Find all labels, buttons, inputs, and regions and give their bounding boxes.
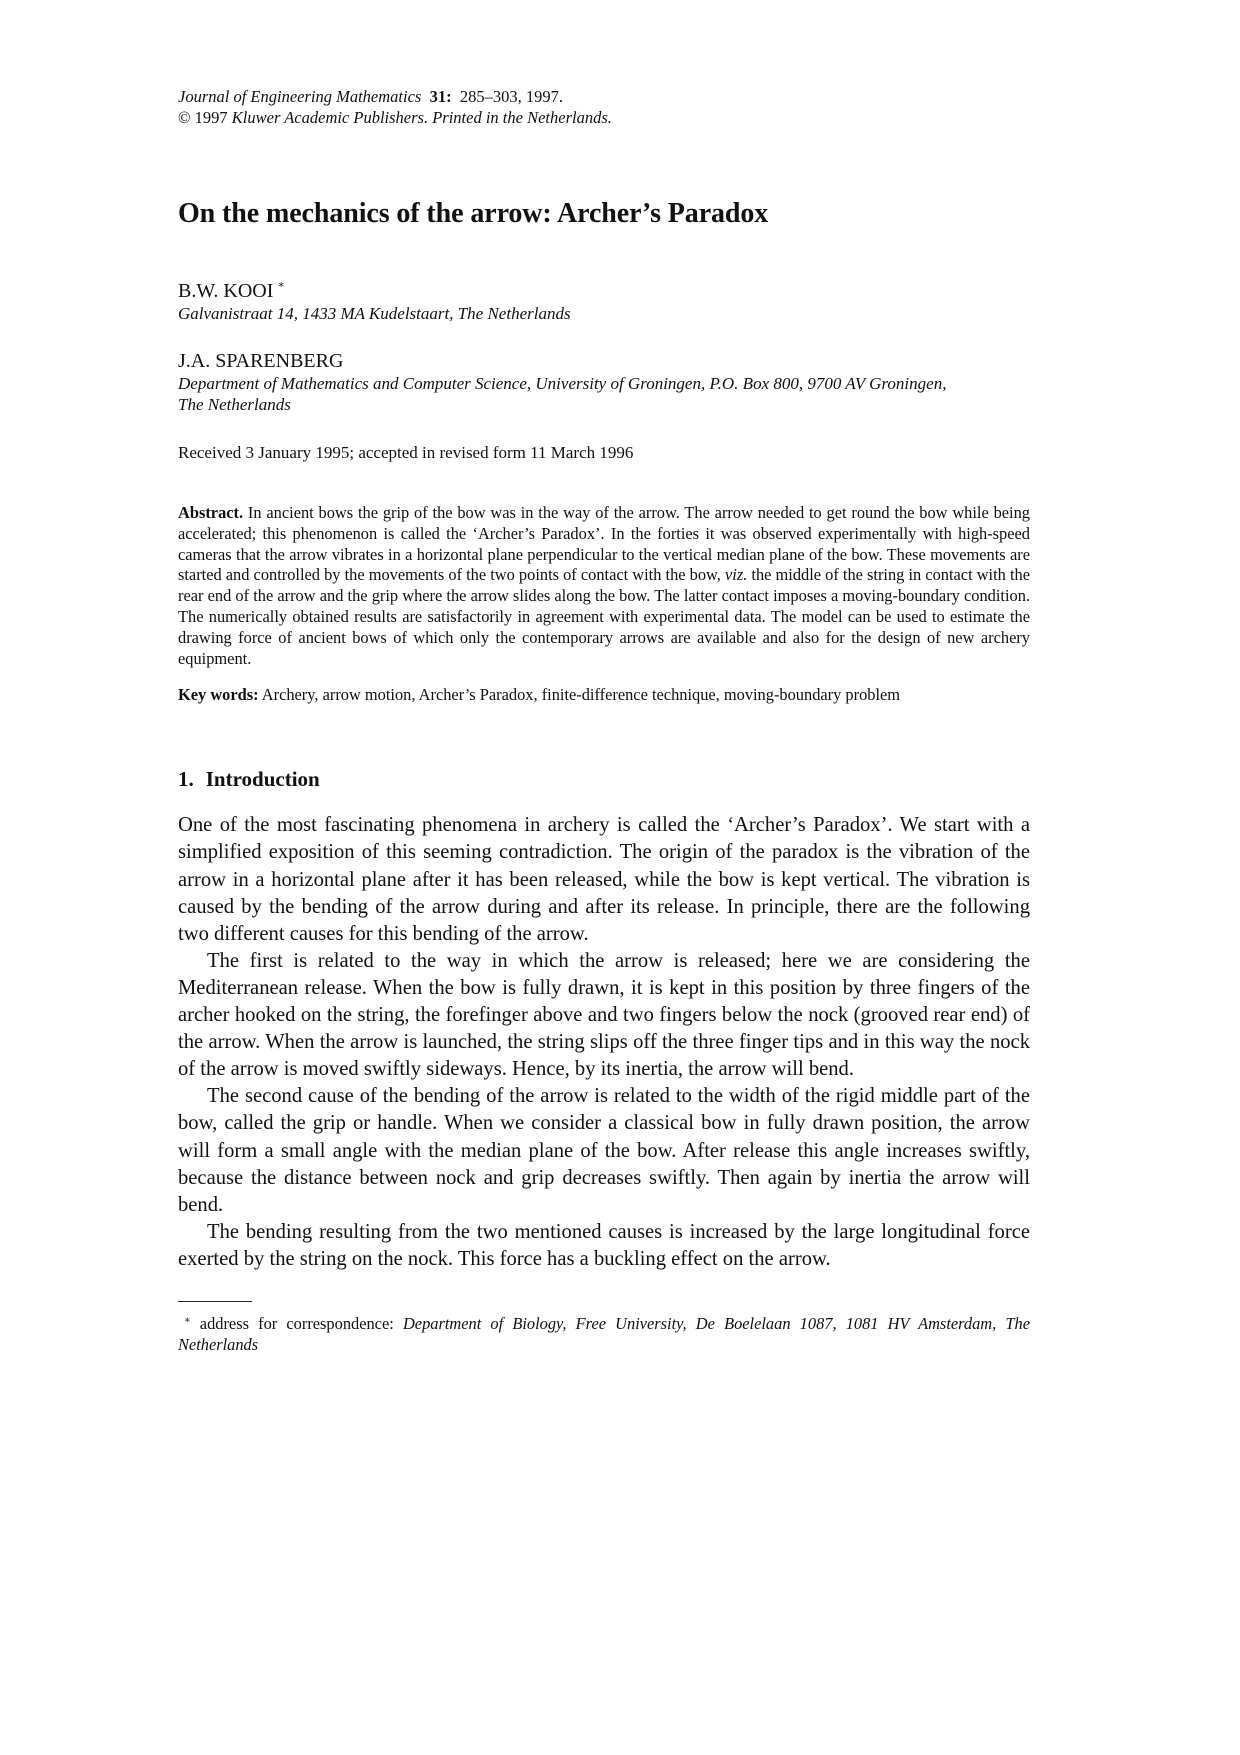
author-1-name: B.W. KOOI [178, 280, 274, 302]
footnote-rule [178, 1301, 252, 1302]
author-2-affiliation-line: Department of Mathematics and Computer Science, University of Groningen, P.O. Box 800, 9700 AV Groningen, [178, 374, 947, 393]
keywords [178, 685, 1030, 705]
abstract-text: the middle of the string in contact with the rear end of the arrow and the grip where the arrow slides along the bow. The latter contact imposes a moving-boundary condition. The numerically obtained results are satisfactorily in agreement with experimental data. The model can be used to estimate the drawing force of ancient bows of which only the contemporary arrows are available and also for the design of new archery equipment. [178, 565, 1030, 668]
footnote-mark: ∗ [184, 1314, 191, 1326]
copyright-year: 1997 [194, 108, 228, 127]
author-1-footnote-mark: ∗ [277, 279, 285, 291]
journal-volume: 31: [429, 87, 452, 106]
keywords-text: Archery, arrow motion, Archer’s Paradox, finite-difference technique, moving-boundary problem [258, 685, 901, 705]
footnote [178, 1310, 1030, 1355]
copyright-icon: © [178, 108, 191, 127]
keywords-label: Key words: [178, 685, 259, 705]
footnote-text: address for correspondence: [199, 1313, 403, 1333]
author-1 [178, 278, 1030, 303]
journal-citation [178, 86, 1030, 107]
paragraph: The second cause of the bending of the arrow is related to the width of the rigid middle part of the bow, called the grip or handle. When we consider a classical bow in fully drawn position, the arrow will form a small angle with the median plane of the bow. After release this angle increases swiftly, because the distance between nock and grip decreases swiftly. Then again by inertia the arrow will bend. [178, 1085, 1030, 1216]
received-dates: Received 3 January 1995; accepted in revised form 11 March 1996 [178, 443, 634, 462]
paragraph: The bending resulting from the two mentioned causes is increased by the large longitudinal force exerted by the string on the nock. This force has a buckling effect on the arrow. [178, 1220, 1030, 1270]
paragraph: The first is related to the way in which the arrow is released; here we are considering the Mediterranean release. When the bow is fully drawn, it is kept in this position by three fingers of the archer hooked on the string, the forefinger above and two fingers below the nock (grooved rear end) of the arrow. When the arrow is launched, the string slips off the three finger tips and in this way the nock of the arrow is moved swiftly sideways. Hence, by its inertia, the arrow will bend. [178, 949, 1030, 1081]
author-2-affiliation [178, 373, 1030, 415]
abstract-text: In ancient bows the grip of the bow was in the way of the arrow. The arrow needed to get round the bow while being accelerated; this phenomenon is called the ‘Archer’s Paradox’. In the forties it was observed experimentally with high-speed cameras that the arrow vibrates in a horizontal plane perpendicular to the vertical median plane of the bow. These movements are started and controlled by the movements of the two points of contact with the bow, [178, 503, 1030, 585]
section-number: 1. [178, 767, 194, 792]
journal-header [178, 86, 1030, 128]
publisher: Kluwer Academic Publishers. Printed in the Netherlands. [231, 108, 612, 127]
paper-page [178, 86, 1030, 1355]
section-title: Introduction [205, 767, 320, 792]
abstract [178, 503, 1030, 669]
journal-name: Journal of Engineering Mathematics [178, 87, 422, 106]
paragraph: One of the most fascinating phenomena in archery is called the ‘Archer’s Paradox’. We start with a simplified exposition of this seeming contradiction. The origin of the paradox is the vibration of the arrow in a horizontal plane after it has been released, while the bow is kept vertical. The vibration is caused by the bending of the arrow during and after its release. In principle, there are the following two different causes for this bending of the arrow. [178, 814, 1030, 945]
author-2-affiliation-line: The Netherlands [178, 395, 291, 414]
abstract-viz: viz. [725, 565, 748, 585]
body-text [178, 812, 1030, 1273]
author-2-name: J.A. SPARENBERG [178, 350, 344, 372]
journal-pages-year: 285–303, 1997. [459, 87, 563, 106]
abstract-label: Abstract. [178, 503, 244, 522]
section-heading [178, 767, 1030, 792]
paper-title: On the mechanics of the arrow: Archer’s Paradox [178, 198, 769, 229]
footnote-address: Department of Biology, Free University, De Boelelaan 1087, 1081 HV Amsterdam, The Netherlands [178, 1313, 1030, 1354]
author-1-affiliation: Galvanistraat 14, 1433 MA Kudelstaart, The Netherlands [178, 304, 571, 323]
copyright-line [178, 107, 1030, 128]
